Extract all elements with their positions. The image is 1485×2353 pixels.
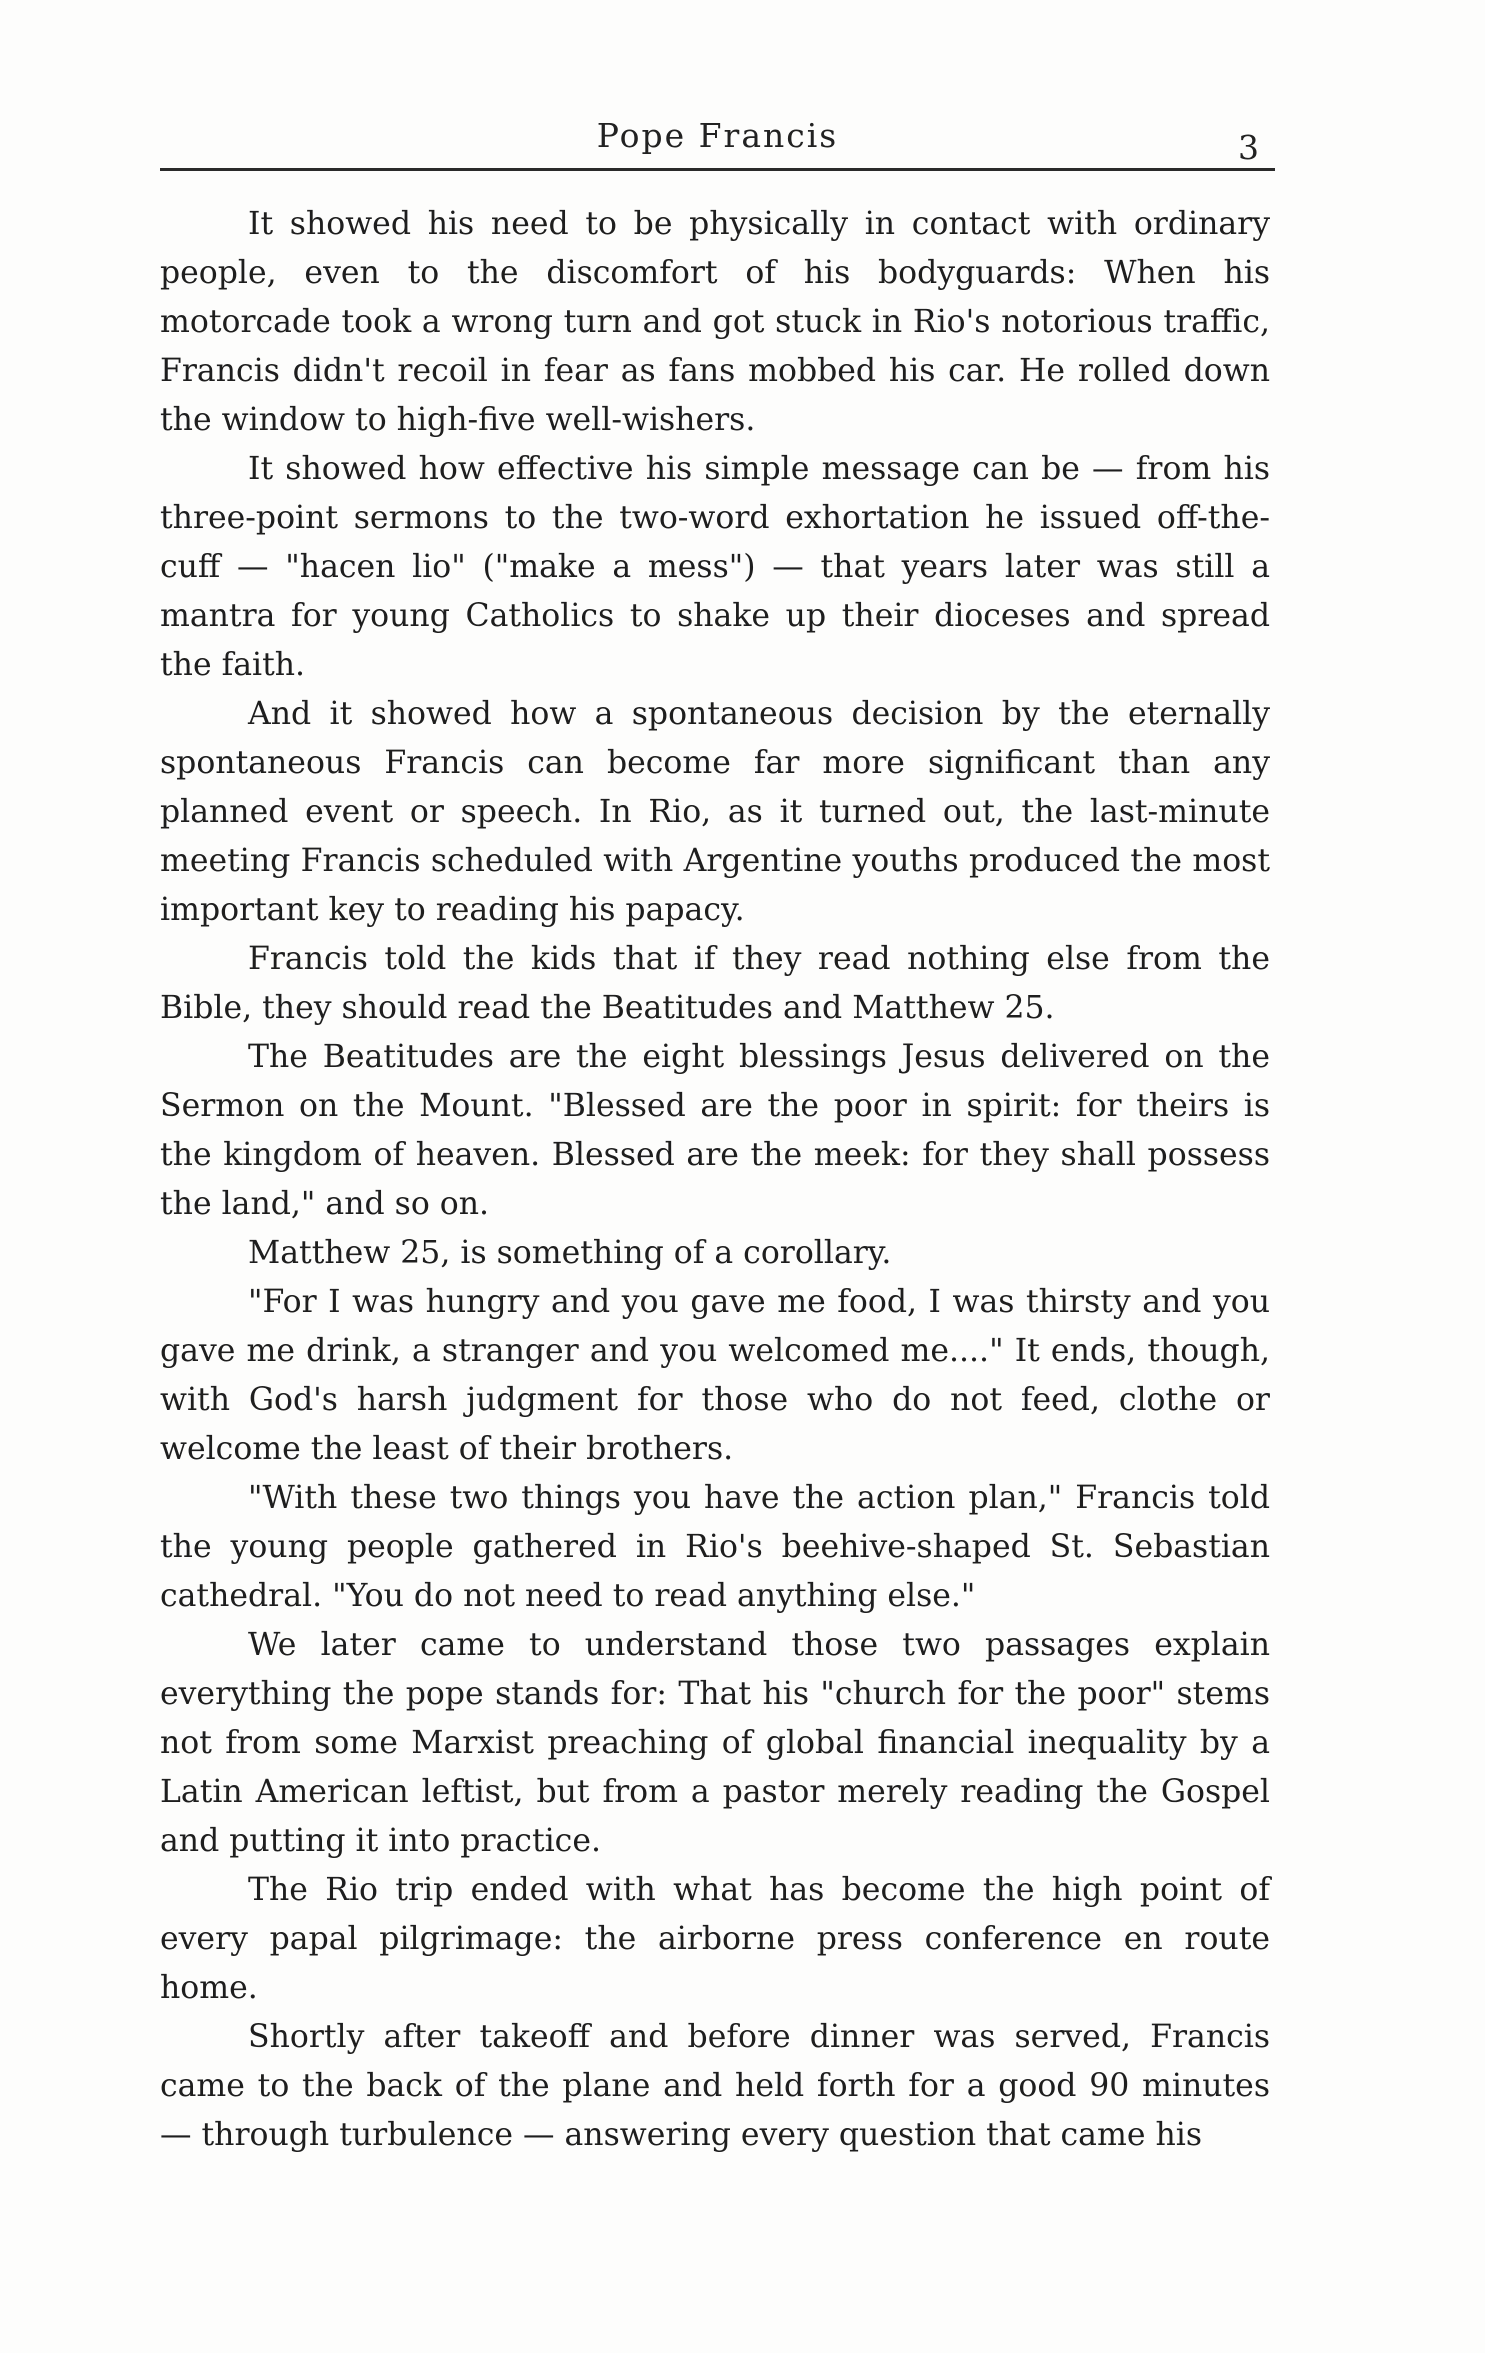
- header-rule: [160, 168, 1275, 171]
- paragraph: The Rio trip ended with what has become the high point of every papal pilgrimage: the airborne press conference en route home.: [160, 1872, 1270, 2006]
- paragraph: Francis told the kids that if they read nothing else from the Bible, they should read the Beatitudes and Matthew 25.: [160, 941, 1270, 1026]
- paragraph: The Beatitudes are the eight blessings Jesus delivered on the Sermon on the Mount. "Blessed are the poor in spirit: for theirs is the kingdom of heaven. Blessed are the meek: for they shall possess the land," and so on.: [160, 1039, 1270, 1222]
- running-title: Pope Francis: [596, 116, 839, 155]
- paragraph: It showed his need to be physically in contact with ordinary people, even to the discomfort of his bodyguards: When his motorcade took a wrong turn and got stuck in Rio's notorious traffic, Francis didn't recoil in fear as fans mobbed his car. He rolled down the window to high-five well-wishers.: [160, 206, 1270, 438]
- paragraph: "For I was hungry and you gave me food, I was thirsty and you gave me drink, a stranger and you welcomed me...." It ends, though, with God's harsh judgment for those who do not feed, clothe or welcome the least of their brothers.: [160, 1284, 1270, 1467]
- paragraph: Shortly after takeoff and before dinner was served, Francis came to the back of the plane and held forth for a good 90 minutes — through turbulence — answering every question that came his: [160, 2019, 1270, 2153]
- body-text: [160, 200, 1270, 2160]
- page-number: 3: [1238, 128, 1259, 167]
- paragraph: Matthew 25, is something of a corollary.: [248, 1235, 892, 1271]
- paragraph: It showed how effective his simple message can be — from his three-point sermons to the two-word exhortation he issued off-the-cuff — "hacen lio" ("make a mess") — that years later was still a mantra for young Catholics to shake up their dioceses and spread the faith.: [160, 451, 1270, 683]
- paragraph: And it showed how a spontaneous decision by the eternally spontaneous Francis can become far more significant than any planned event or speech. In Rio, as it turned out, the last-minute meeting Francis scheduled with Argentine youths produced the most important key to reading his papacy.: [160, 696, 1270, 928]
- paragraph: "With these two things you have the action plan," Francis told the young people gathered in Rio's beehive-shaped St. Sebastian cathedral. "You do not need to read anything else.": [160, 1480, 1270, 1614]
- running-head: [160, 112, 1275, 167]
- paragraph: We later came to understand those two passages explain everything the pope stands for: That his "church for the poor" stems not from some Marxist preaching of global financial inequality by a Latin American leftist, but from a pastor merely reading the Gospel and putting it into practice.: [160, 1627, 1270, 1859]
